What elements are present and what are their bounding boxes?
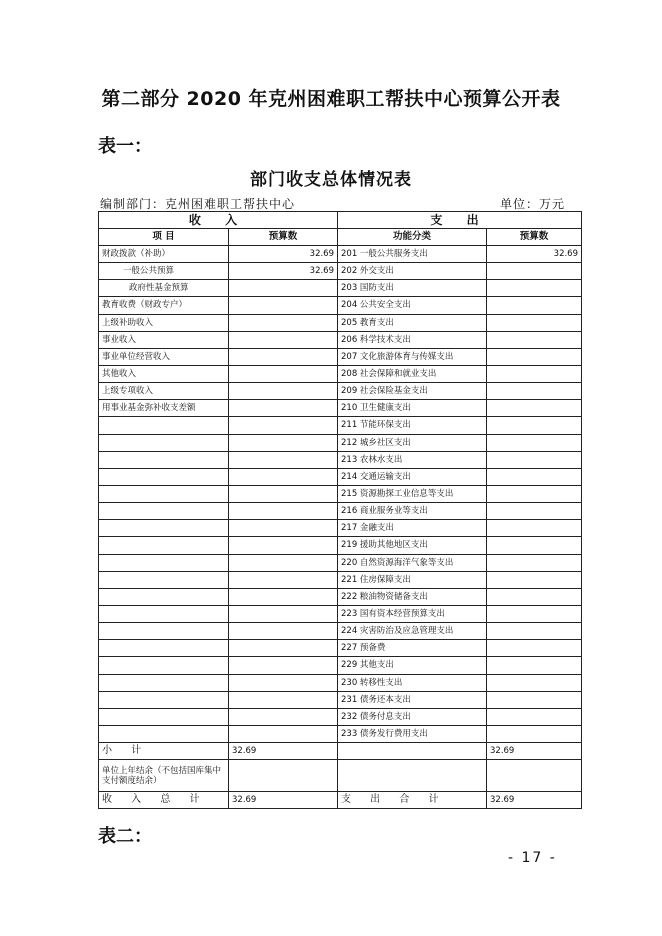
section-label-table-1: 表一： — [98, 136, 152, 157]
row-in-label — [99, 623, 229, 640]
row-out-label: 212 城乡社区支出 — [338, 434, 487, 451]
table-row — [99, 383, 582, 400]
row-in-value — [229, 605, 338, 622]
row-out-label: 213 农林水支出 — [338, 451, 487, 468]
row-in-label — [99, 485, 229, 502]
row-out-value — [487, 417, 582, 434]
total-in-label: 收 入 总 计 — [99, 792, 229, 809]
row-in-value — [229, 417, 338, 434]
row-out-value: 32.69 — [487, 246, 582, 263]
row-in-value — [229, 348, 338, 365]
table-row — [99, 485, 582, 502]
row-in-label: 其他收入 — [99, 365, 229, 382]
row-in-label — [99, 434, 229, 451]
row-out-value — [487, 554, 582, 571]
row-in-value — [229, 708, 338, 725]
table-row — [99, 348, 582, 365]
row-in-label — [99, 605, 229, 622]
table-row — [99, 674, 582, 691]
row-out-value — [487, 400, 582, 417]
row-out-label: 229 其他支出 — [338, 657, 487, 674]
compiling-department: 编制部门：克州困难职工帮扶中心 — [100, 197, 296, 211]
row-in-value — [229, 280, 338, 297]
table-row — [99, 725, 582, 742]
expense-header: 支 出 — [338, 212, 582, 229]
row-in-label — [99, 520, 229, 537]
row-in-label — [99, 417, 229, 434]
row-out-value — [487, 674, 582, 691]
row-in-label — [99, 554, 229, 571]
row-out-label: 201 一般公共服务支出 — [338, 246, 487, 263]
row-out-label: 227 预备费 — [338, 640, 487, 657]
row-out-value — [487, 520, 582, 537]
row-in-value — [229, 623, 338, 640]
row-in-label — [99, 640, 229, 657]
table-row — [99, 554, 582, 571]
row-out-value — [487, 691, 582, 708]
table-row — [99, 588, 582, 605]
row-in-value — [229, 640, 338, 657]
row-in-label: 政府性基金预算 — [99, 280, 229, 297]
page-title: 第二部分 2020 年克州困难职工帮扶中心预算公开表 — [101, 88, 561, 110]
row-out-label: 232 债务付息支出 — [338, 708, 487, 725]
total-row — [99, 792, 582, 809]
row-in-value — [229, 657, 338, 674]
row-in-label — [99, 674, 229, 691]
row-in-value — [229, 314, 338, 331]
table-row — [99, 331, 582, 348]
table-row — [99, 571, 582, 588]
row-in-value — [229, 400, 338, 417]
table-row — [99, 605, 582, 622]
row-out-value — [487, 623, 582, 640]
row-out-label: 207 文化旅游体育与传媒支出 — [338, 348, 487, 365]
row-in-label: 上级专项收入 — [99, 383, 229, 400]
row-in-label — [99, 451, 229, 468]
row-in-label — [99, 537, 229, 554]
subtotal-out-value: 32.69 — [487, 743, 582, 760]
carryover-row — [99, 760, 582, 792]
row-in-value — [229, 554, 338, 571]
row-out-label: 217 金融支出 — [338, 520, 487, 537]
row-in-label — [99, 588, 229, 605]
row-in-value — [229, 725, 338, 742]
carryover-in-value — [229, 760, 338, 792]
row-out-label: 221 住房保障支出 — [338, 571, 487, 588]
subtotal-out-label — [338, 743, 487, 760]
table-row — [99, 520, 582, 537]
row-out-value — [487, 434, 582, 451]
row-out-value — [487, 571, 582, 588]
row-in-value — [229, 468, 338, 485]
subtotal-in-value: 32.69 — [229, 743, 338, 760]
table-row — [99, 468, 582, 485]
table-row — [99, 365, 582, 382]
row-out-value — [487, 605, 582, 622]
table-row — [99, 451, 582, 468]
row-out-value — [487, 708, 582, 725]
table-row — [99, 246, 582, 263]
row-out-label: 231 债务还本支出 — [338, 691, 487, 708]
row-in-value: 32.69 — [229, 246, 338, 263]
page-number: - 17 - — [508, 850, 557, 866]
row-out-label: 220 自然资源海洋气象等支出 — [338, 554, 487, 571]
row-out-label: 204 公共安全支出 — [338, 297, 487, 314]
income-header: 收 入 — [99, 212, 338, 229]
row-out-value — [487, 331, 582, 348]
row-out-label: 233 债务发行费用支出 — [338, 725, 487, 742]
subtotal-row — [99, 743, 582, 760]
header-row-2 — [99, 229, 582, 246]
budget-table — [98, 211, 582, 809]
row-out-label: 209 社会保险基金支出 — [338, 383, 487, 400]
row-in-value — [229, 485, 338, 502]
row-out-label: 214 交通运输支出 — [338, 468, 487, 485]
carryover-out-value — [487, 760, 582, 792]
row-in-label: 事业收入 — [99, 331, 229, 348]
row-out-label: 223 国有资本经营预算支出 — [338, 605, 487, 622]
row-out-label: 206 科学技术支出 — [338, 331, 487, 348]
carryover-in-label: 单位上年结余（不包括国库集中支付额度结余） — [99, 760, 229, 792]
row-out-label: 230 转移性支出 — [338, 674, 487, 691]
budget-left-header: 预算数 — [229, 229, 338, 246]
total-out-value: 32.69 — [487, 792, 582, 809]
table-row — [99, 503, 582, 520]
func-class-header: 功能分类 — [338, 229, 487, 246]
row-out-label: 208 社会保障和就业支出 — [338, 365, 487, 382]
row-in-label: 一般公共预算 — [99, 263, 229, 280]
row-in-label: 事业单位经营收入 — [99, 348, 229, 365]
row-out-value — [487, 588, 582, 605]
row-out-value — [487, 537, 582, 554]
table-row — [99, 297, 582, 314]
total-in-value: 32.69 — [229, 792, 338, 809]
row-out-value — [487, 263, 582, 280]
row-in-label — [99, 503, 229, 520]
row-in-label: 上级补助收入 — [99, 314, 229, 331]
row-out-value — [487, 640, 582, 657]
row-out-label: 219 援助其他地区支出 — [338, 537, 487, 554]
budget-right-header: 预算数 — [487, 229, 582, 246]
row-in-value — [229, 588, 338, 605]
row-in-value — [229, 503, 338, 520]
table-row — [99, 314, 582, 331]
row-in-value — [229, 674, 338, 691]
row-in-label — [99, 708, 229, 725]
row-out-value — [487, 725, 582, 742]
row-out-value — [487, 451, 582, 468]
row-out-label: 222 粮油物资储备支出 — [338, 588, 487, 605]
table-row — [99, 657, 582, 674]
row-out-value — [487, 383, 582, 400]
total-out-label: 支 出 合 计 — [338, 792, 487, 809]
row-out-label: 215 资源勘探工业信息等支出 — [338, 485, 487, 502]
row-out-value — [487, 485, 582, 502]
row-out-label: 210 卫生健康支出 — [338, 400, 487, 417]
row-in-value — [229, 383, 338, 400]
table-row — [99, 640, 582, 657]
section-label-table-2: 表二： — [98, 826, 152, 847]
row-out-value — [487, 468, 582, 485]
row-out-value — [487, 280, 582, 297]
row-in-label: 教育收费（财政专户） — [99, 297, 229, 314]
row-out-label: 216 商业服务业等支出 — [338, 503, 487, 520]
row-out-value — [487, 314, 582, 331]
table-row — [99, 434, 582, 451]
row-in-value — [229, 571, 338, 588]
row-out-label: 224 灾害防治及应急管理支出 — [338, 623, 487, 640]
row-out-value — [487, 503, 582, 520]
table-title: 部门收支总体情况表 — [250, 170, 412, 190]
row-in-label: 财政拨款（补助） — [99, 246, 229, 263]
row-in-label — [99, 468, 229, 485]
carryover-out-label — [338, 760, 487, 792]
table-row — [99, 280, 582, 297]
row-in-value — [229, 331, 338, 348]
subtotal-in-label: 小 计 — [99, 743, 229, 760]
row-out-label: 203 国防支出 — [338, 280, 487, 297]
row-in-value — [229, 297, 338, 314]
row-in-label — [99, 691, 229, 708]
row-in-label — [99, 571, 229, 588]
row-out-value — [487, 657, 582, 674]
table-row — [99, 708, 582, 725]
table-row — [99, 691, 582, 708]
row-in-value — [229, 451, 338, 468]
row-out-label: 202 外交支出 — [338, 263, 487, 280]
unit-label: 单位：万元 — [500, 197, 566, 211]
item-header: 项 目 — [99, 229, 229, 246]
table-row — [99, 263, 582, 280]
row-out-label: 211 节能环保支出 — [338, 417, 487, 434]
row-in-label — [99, 725, 229, 742]
table-row — [99, 537, 582, 554]
table-row — [99, 623, 582, 640]
header-row-1 — [99, 212, 582, 229]
row-in-value — [229, 537, 338, 554]
row-in-value — [229, 691, 338, 708]
row-in-label: 用事业基金弥补收支差额 — [99, 400, 229, 417]
table-row — [99, 417, 582, 434]
row-in-value — [229, 434, 338, 451]
row-in-value: 32.69 — [229, 263, 338, 280]
table-row — [99, 400, 582, 417]
row-in-value — [229, 365, 338, 382]
row-out-value — [487, 365, 582, 382]
row-in-value — [229, 520, 338, 537]
row-out-value — [487, 348, 582, 365]
row-out-label: 205 教育支出 — [338, 314, 487, 331]
row-out-value — [487, 297, 582, 314]
row-in-label — [99, 657, 229, 674]
